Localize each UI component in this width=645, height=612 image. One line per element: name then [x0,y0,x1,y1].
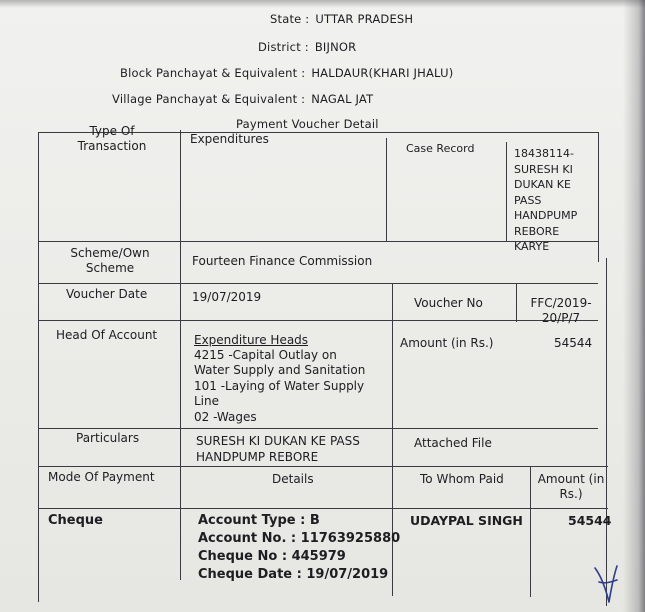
particulars-value: SURESH KI DUKAN KE PASS HANDPUMP REBORE [196,434,360,464]
expenditure-heads-lines: 4215 -Capital Outlay on Water Supply and Sanitation 101 -Laying of Water Supply Line 02 -Wages [194,348,366,424]
mode-value: Cheque [48,513,103,528]
village-line [112,92,373,106]
block-value: HALDAUR(KHARI JHALU) [311,66,454,80]
payment-amount: 54544 [568,513,612,528]
case-record-label: Case Record [406,142,475,155]
rule-col3b [516,284,517,322]
head-of-account-label: Head Of Account [56,328,158,342]
block-line [120,66,453,80]
rule-5 [38,466,608,467]
rule-col3a [506,142,507,242]
type-of-transaction-label: Type Of Transaction [77,124,147,153]
account-type: Account Type : B [198,513,320,528]
rule-2 [38,283,598,284]
voucher-date-label: Voucher Date [66,287,148,301]
mode-of-payment-label: Mode Of Payment [48,470,155,484]
signature-mark [587,560,627,606]
rule-col1 [180,130,181,580]
voucher-date-value: 19/07/2019 [192,290,262,304]
rule-6 [38,508,608,509]
voucher-no-value: FFC/2019- 20/P/7 [530,296,592,325]
state-line [270,12,413,26]
scheme-value: Fourteen Finance Commission [192,254,373,268]
district-label: District : [258,40,309,54]
right-shadow [623,0,645,612]
cheque-date: Cheque Date : 19/07/2019 [198,567,389,582]
amount-label: Amount (in Rs.) [400,336,494,350]
village-value: NAGAL JAT [311,92,374,106]
district-value: BIJNOR [314,40,357,54]
state-value: UTTAR PRADESH [315,12,414,26]
rule-right-top [598,132,599,262]
rule-4 [38,428,598,429]
scheme-label: Scheme/Own Scheme [70,246,150,275]
case-record-value: 18438114- SURESH KI DUKAN KE PASS HANDPUMP REBORE KARYE [514,147,578,253]
rule-col2b [392,284,393,596]
district-line [258,40,356,54]
top-shadow [0,0,645,8]
to-whom-paid-label: To Whom Paid [420,472,504,486]
cheque-no: Cheque No : 445979 [198,549,346,564]
expenditure-heads-label: Expenditure Heads [194,333,309,347]
rule-left [38,132,39,602]
village-label: Village Panchayat & Equivalent : [112,92,306,106]
block-label: Block Panchayat & Equivalent : [120,66,306,80]
state-label: State : [270,12,310,26]
rule-col3c [530,467,531,597]
particulars-label: Particulars [76,431,140,445]
expenditures-label: Expenditures [190,132,269,146]
rule-3 [38,320,598,321]
attached-file-label: Attached File [414,436,492,450]
details-label: Details [272,472,314,486]
rule-col2a [386,138,387,242]
rule-right [606,258,607,606]
payee-name: UDAYPAL SINGH [410,513,523,528]
voucher-title: Payment Voucher Detail [236,117,379,131]
amount-value: 54544 [554,336,593,350]
voucher-no-label: Voucher No [414,296,483,310]
amount2-label: Amount (in Rs.) [537,472,605,501]
account-no: Account No. : 11763925880 [198,531,401,546]
